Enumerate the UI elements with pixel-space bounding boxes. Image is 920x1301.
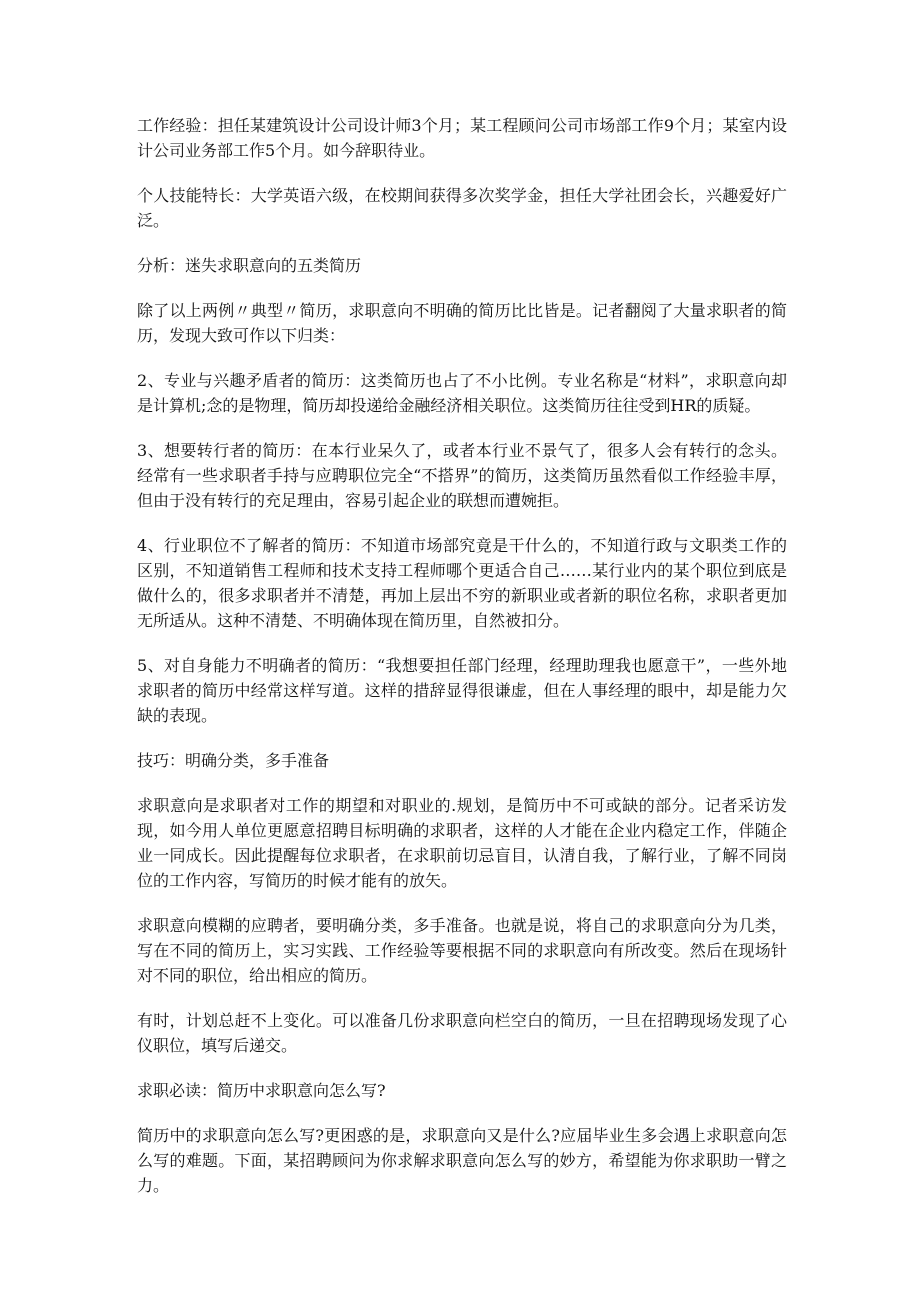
section-heading-analysis: 分析：迷失求职意向的五类简历 <box>137 256 362 275</box>
paragraph-item-2: 2、专业与兴趣矛盾者的简历：这类简历也占了不小比例。专业名称是“材料”，求职意向却是计算机;念的是物理，简历却投递给金融经济相关职位。这类简历往往受到HR的质疑。 <box>137 371 787 415</box>
paragraph-item-4: 4、行业职位不了解者的简历：不知道市场部究竟是干什么的，不知道行政与文职类工作的区别，不知道销售工程师和技术支持工程师哪个更适合自己……某行业内的某个职位到底是做什么的，很多求职者并不清楚，再加上层出不穷的新职业或者新的职位名称，求职者更加无所适从。这种不清楚、不明确体现在简历里，自然被扣分。 <box>137 536 787 630</box>
paragraph-work-experience: 工作经验：担任某建筑设计公司设计师3个月；某工程顾问公司市场部工作9个月；某室内设计公司业务部工作5个月。如今辞职待业。 <box>137 116 787 160</box>
paragraph-tips-1: 求职意向是求职者对工作的期望和对职业的.规划，是简历中不可或缺的部分。记者采访发现，如今用人单位更愿意招聘目标明确的求职者，这样的人才能在企业内稳定工作，伴随企业一同成长。因此提醒每位求职者，在求职前切忌盲目，认清自我，了解行业，了解不同岗位的工作内容，写简历的时候才能有的放矢。 <box>137 796 787 890</box>
section-heading-must-read: 求职必读：简历中求职意向怎么写? <box>137 1081 386 1100</box>
document-body <box>137 113 787 1218</box>
paragraph-skills: 个人技能特长：大学英语六级，在校期间获得多次奖学金，担任大学社团会长，兴趣爱好广泛。 <box>137 186 787 230</box>
paragraph-tips-2: 求职意向模糊的应聘者，要明确分类，多手准备。也就是说，将自己的求职意向分为几类，写在不同的简历上，实习实践、工作经验等要根据不同的求职意向有所改变。然后在现场针对不同的职位，给出相应的简历。 <box>137 916 787 985</box>
paragraph-intro: 除了以上两例〃典型〃简历，求职意向不明确的简历比比皆是。记者翻阅了大量求职者的简历，发现大致可作以下归类： <box>137 301 787 345</box>
paragraph-item-5: 5、对自身能力不明确者的简历：“我想要担任部门经理，经理助理我也愿意干”，一些外地求职者的简历中经常这样写道。这样的措辞显得很谦虚，但在人事经理的眼中，却是能力欠缺的表现。 <box>137 656 787 725</box>
paragraph-must-read: 简历中的求职意向怎么写?更困惑的是，求职意向又是什么?应届毕业生多会遇上求职意向怎么写的难题。下面，某招聘顾问为你求解求职意向怎么写的妙方，希望能为你求职助一臂之力。 <box>137 1126 787 1195</box>
paragraph-item-3: 3、想要转行者的简历：在本行业呆久了，或者本行业不景气了，很多人会有转行的念头。经常有一些求职者手持与应聘职位完全“不搭界”的简历，这类简历虽然看似工作经验丰厚，但由于没有转行的充足理由，容易引起企业的联想而遭婉拒。 <box>137 441 787 510</box>
section-heading-tips: 技巧：明确分类，多手准备 <box>137 751 330 770</box>
paragraph-tips-3: 有时，计划总赶不上变化。可以准备几份求职意向栏空白的简历，一旦在招聘现场发现了心仪职位，填写后递交。 <box>137 1011 787 1055</box>
